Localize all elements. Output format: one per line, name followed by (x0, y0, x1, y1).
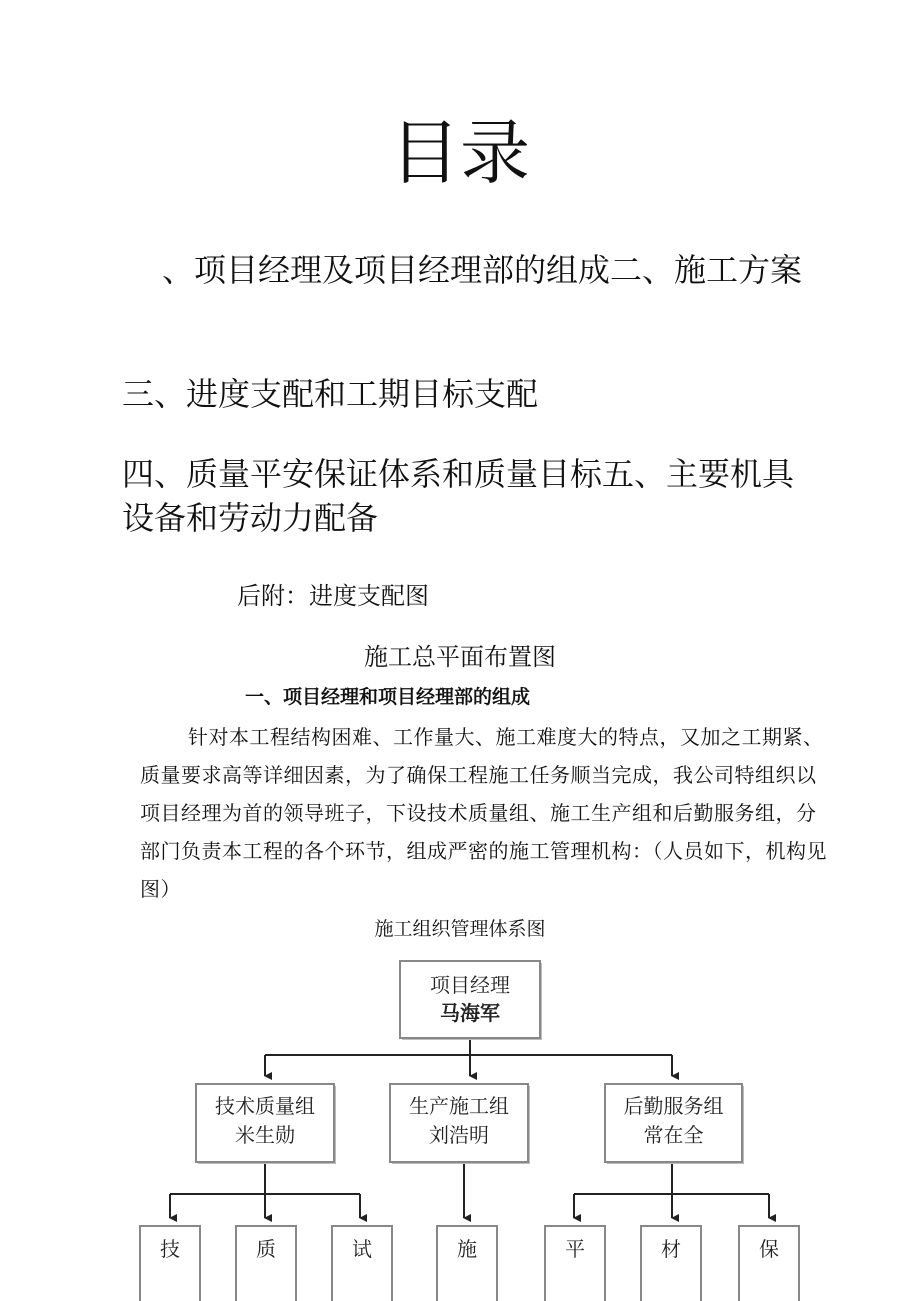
org-top-role: 项目经理 (430, 973, 510, 997)
org-leaf-label: 技 (160, 1237, 180, 1261)
org-group-role-production: 生产施工组 (409, 1094, 509, 1118)
org-leaf-label: 质 (256, 1237, 276, 1261)
org-group-box-logistics (605, 1084, 744, 1164)
org-top-name: 马海军 (440, 1001, 500, 1025)
appendix-line: 后附：进度支配图 (237, 582, 429, 610)
toc-entry-2: 三、进度支配和工期目标支配 (122, 375, 539, 413)
page-title: 目录 (390, 112, 530, 194)
org-leaf-box (641, 1226, 701, 1301)
org-leaf-label: 保 (759, 1237, 779, 1261)
org-group-name-tech-quality: 米生勋 (235, 1123, 295, 1147)
org-group-box-production (390, 1084, 530, 1164)
org-group-role-logistics: 后勤服务组 (623, 1094, 724, 1118)
toc-entry-3: 四、质量平安保证体系和质量目标五、主要机具设备和劳动力配备 (122, 455, 795, 537)
org-top-box (400, 961, 542, 1040)
org-leaf-box (236, 1226, 296, 1301)
org-group-box-tech-quality (196, 1084, 336, 1164)
org-group-role-tech-quality: 技术质量组 (215, 1094, 315, 1118)
org-chart-title: 施工组织管理体系图 (374, 918, 546, 940)
org-leaf-box (437, 1226, 497, 1301)
org-leaf-label: 材 (661, 1237, 681, 1261)
section-paragraph: 针对本工程结构困难、工作量大、施工难度大的特点，又加之工期紧、质量要求高等详细因素，为了确保工程施工任务顺当完成，我公司特组织以项目经理为首的领导班子，下设技术质量组、施工生产组和后勤服务组，分部门负责本工程的各个环节，组成严密的施工管理机构：（人员如下，机构见图） (140, 725, 827, 901)
org-leaf-box (545, 1226, 605, 1301)
org-leaf-label: 试 (352, 1237, 372, 1261)
section-heading: 一、项目经理和项目经理部的组成 (245, 686, 531, 708)
org-leaf-box (739, 1226, 799, 1301)
site-plan-line: 施工总平面布置图 (364, 643, 556, 671)
org-group-name-production: 刘浩明 (429, 1123, 489, 1147)
org-leaf-label: 平 (565, 1237, 585, 1261)
toc-entry-1: 、项目经理及项目经理部的组成二、施工方案 (162, 251, 803, 289)
org-leaf-box (332, 1226, 392, 1301)
org-group-name-logistics: 常在全 (643, 1123, 704, 1147)
org-leaf-box (140, 1226, 200, 1301)
org-leaf-label: 施 (457, 1237, 477, 1261)
